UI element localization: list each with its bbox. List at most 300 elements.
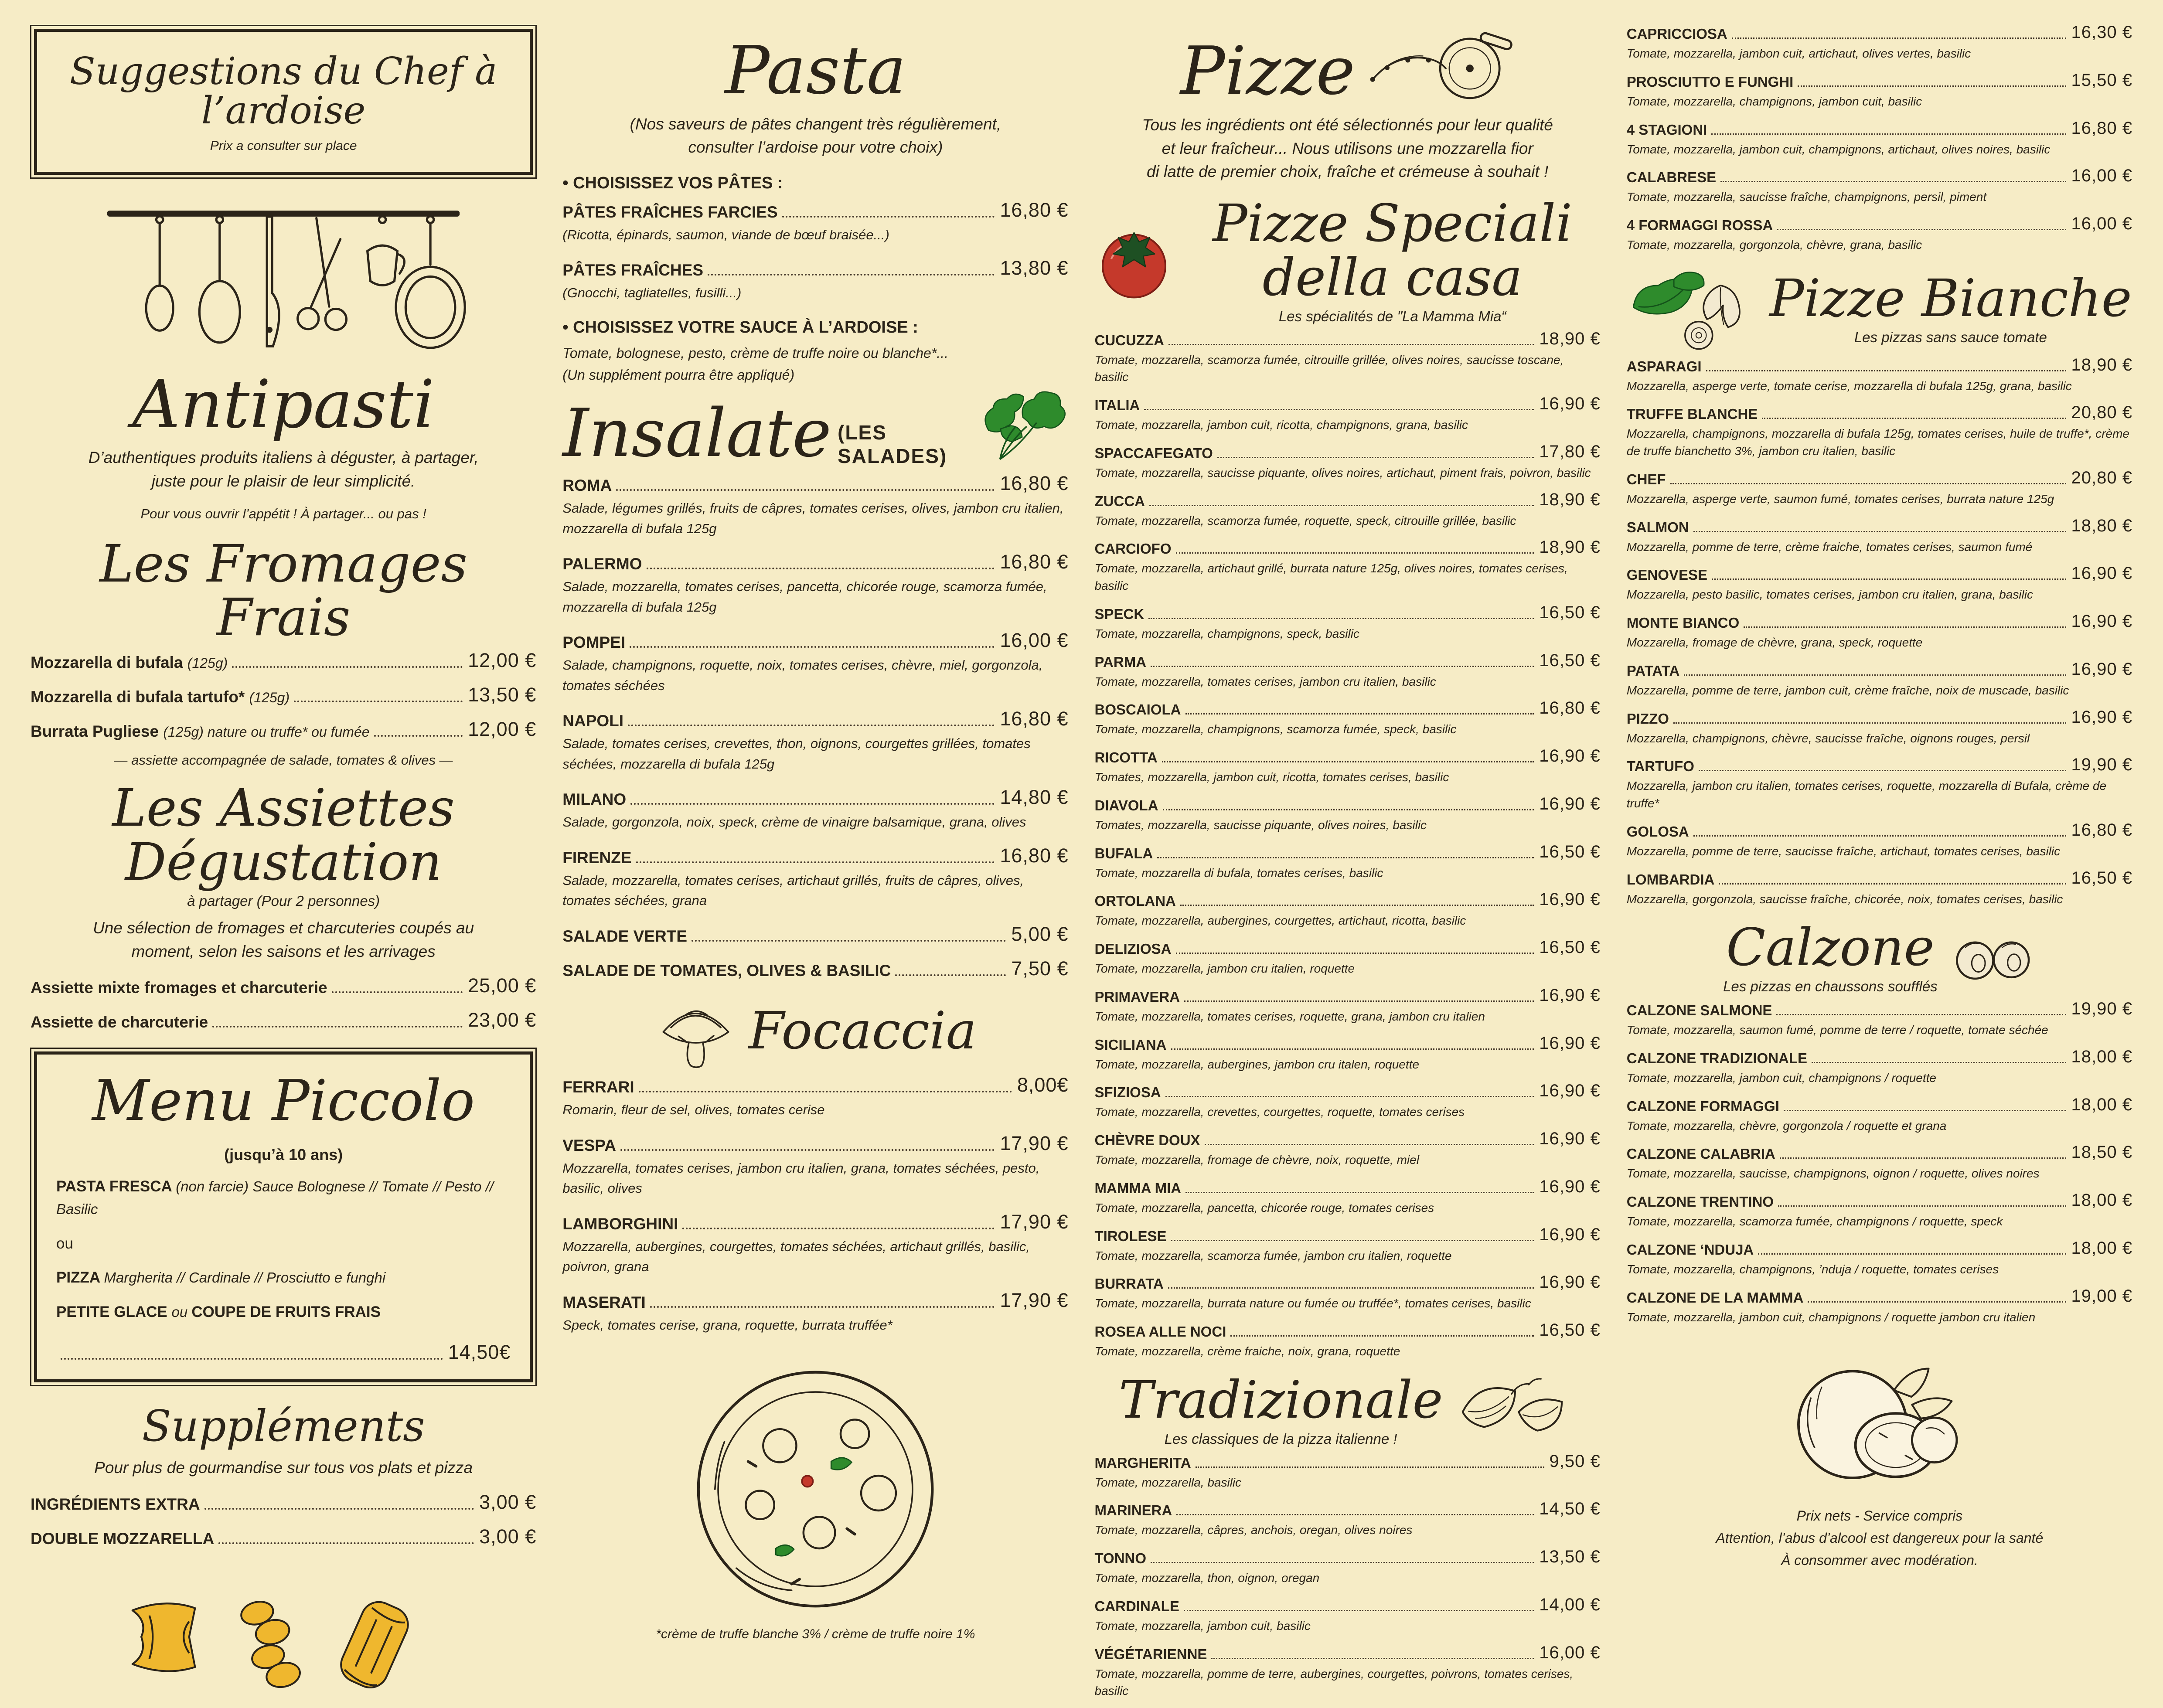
item-price: 18,90 € [1539, 490, 1601, 509]
section-title [31, 1402, 536, 1452]
piccolo-segment: PIZZA [56, 1269, 104, 1286]
menu-item-row [1627, 119, 2132, 138]
item-name: BUFALA [1094, 845, 1153, 861]
item-price: 9,50 € [1549, 1451, 1601, 1471]
piccolo-line [56, 1175, 511, 1221]
menu-item-row [1627, 214, 2132, 234]
menu-item-row [562, 923, 1068, 946]
menu-item [31, 718, 536, 741]
dotted-leader [1157, 857, 1534, 858]
dotted-leader [1180, 905, 1534, 906]
menu-item-row [562, 1289, 1068, 1312]
item-price: 18,80 € [2071, 516, 2132, 535]
item-name: CALZONE FORMAGGI [1626, 1098, 1779, 1114]
item-description: Tomate, mozzarella, scamorza fumée, champignons / roquette, speck [1626, 1215, 2003, 1228]
menu-item [1095, 490, 1601, 530]
piccolo-age-note: (jusqu’à 10 ans) [224, 1145, 343, 1164]
item-price: 16,90 € [1539, 985, 1601, 1005]
menu-item [1627, 119, 2132, 158]
item-price: 18,00 € [2071, 1238, 2132, 1258]
paragraph: D’authentiques produits italiens à déguster, à partager, juste pour le plaisir de leur simplicité. [88, 449, 479, 490]
item-price: 16,90 € [1539, 1129, 1601, 1149]
item-price: 16,80 € [2071, 118, 2132, 138]
item-name: CALZONE ‘NDUJA [1626, 1241, 1754, 1258]
item-name: SALMON [1626, 519, 1689, 535]
menu-item [1627, 71, 2132, 110]
item-name: FERRARI [562, 1078, 634, 1096]
menu-item [562, 844, 1068, 911]
item-description: Mozzarella, champignons, mozzarella di bufala 125g, tomates cerises, huile de truffe*, crème de truffe bianchetto 3%, jambon cru italien, basilic [1626, 427, 2129, 458]
item-price: 5,00 € [1011, 922, 1069, 945]
menu-item-list [1627, 355, 2132, 908]
item-name: DIAVOLA [1094, 797, 1158, 813]
menu-item-row [31, 684, 536, 706]
menu-item-row [562, 1211, 1068, 1233]
dotted-leader [1184, 1000, 1534, 1002]
menu-item-row [1627, 1191, 2132, 1210]
pizza-illustration [689, 1363, 942, 1616]
menu-item-row [1095, 1177, 1601, 1197]
menu-item-list [31, 1491, 536, 1548]
menu-item [1627, 1238, 2132, 1278]
item-price: 16,90 € [2071, 707, 2132, 727]
utensils-illustration-holder [31, 192, 536, 357]
dotted-leader [1808, 1301, 2066, 1303]
item-name: VESPA [562, 1136, 616, 1154]
menu-item-row [1627, 612, 2132, 631]
menu-column-3 [1095, 23, 1601, 1708]
item-description: (Ricotta, épinards, saumon, viande de bœuf braisée...) [562, 227, 889, 242]
dotted-leader [620, 1149, 995, 1151]
dotted-leader [1149, 505, 1534, 506]
item-name: PÂTES FRAÎCHES FARCIES [562, 203, 778, 221]
menu-item [1095, 1320, 1601, 1360]
menu-item [1095, 1272, 1601, 1312]
item-price: 19,00 € [2071, 1286, 2132, 1306]
mozzarella-illustration [1786, 1347, 1973, 1498]
piccolo-line [56, 1266, 511, 1290]
dotted-leader [294, 701, 463, 702]
dotted-leader [1719, 883, 2066, 885]
dotted-leader [1217, 457, 1534, 458]
item-description: Tomate, mozzarella, champignons, jambon cuit, basilic [1626, 94, 1922, 108]
section-title [1095, 193, 1601, 325]
menu-item-row [1095, 1499, 1601, 1519]
item-price: 16,90 € [2071, 612, 2132, 631]
item-name: MONTE BIANCO [1626, 615, 1740, 631]
item-description: Salade, mozzarella, tomates cerises, artichaut grillés, fruits de câpres, olives, tomates séchées, grana [562, 872, 1024, 908]
dotted-leader [1184, 1610, 1534, 1611]
menu-item-list [1627, 999, 2132, 1326]
menu-item [1095, 890, 1601, 929]
item-price: 23,00 € [468, 1009, 537, 1031]
menu-item-row [562, 199, 1068, 221]
menu-item [31, 974, 536, 997]
tomato-icon [1095, 220, 1173, 302]
section-title-suffix: (LES SALADES) [838, 421, 947, 468]
menu-item-row [562, 844, 1068, 867]
menu-item-row [1627, 660, 2132, 679]
menu-item [562, 708, 1068, 774]
menu-item-row [1095, 698, 1601, 718]
section-title-texts [1723, 917, 1938, 995]
menu-item [1627, 820, 2132, 860]
item-name: PIZZO [1626, 710, 1669, 727]
item-description: Tomate, mozzarella, saucisse, champignons, oignon / roquette, olives noires [1626, 1167, 2040, 1181]
dotted-leader [1777, 229, 2066, 230]
item-description: Tomate, mozzarella, jambon cuit, champignons / roquette [1626, 1071, 1936, 1085]
menu-item [562, 1074, 1068, 1120]
dotted-leader [1163, 809, 1534, 810]
menu-item-row [1627, 755, 2132, 775]
dotted-leader [1693, 531, 2066, 532]
menu-item-row [1095, 746, 1601, 766]
menu-item [1095, 794, 1601, 834]
menu-item [562, 551, 1068, 617]
piccolo-segment: Margherita // Cardinale // Prosciutto e funghi [104, 1269, 386, 1286]
dotted-leader [1706, 370, 2066, 371]
dotted-leader [1776, 1014, 2066, 1015]
item-name: TIROLESE [1094, 1228, 1167, 1244]
item-description: Mozzarella, jambon cru italien, tomates cerises, roquette, mozzarella di Bufala, crème de truffe* [1626, 779, 2107, 810]
item-description: Tomate, mozzarella, jambon cuit, champignons / roquette jambon cru italien [1626, 1310, 2036, 1324]
section-title-text: Tradizionale [1118, 1369, 1443, 1430]
olives-icon [1949, 936, 2036, 983]
item-description: Tomate, mozzarella, jambon cuit, basilic [1094, 1619, 1311, 1633]
dotted-leader [1712, 578, 2066, 580]
menu-item-row [1095, 1129, 1601, 1149]
menu-item [1627, 564, 2132, 603]
item-description: Tomate, mozzarella, thon, oignon, oregan [1094, 1571, 1320, 1585]
item-price: 16,80 € [1000, 708, 1069, 730]
menu-item [562, 923, 1068, 946]
dotted-leader [218, 1542, 474, 1544]
menu-item-row [1095, 1595, 1601, 1615]
item-name: DOUBLE MOZZARELLA [31, 1529, 215, 1548]
item-description: Tomate, mozzarella, scamorza fumée, roquette, speck, citrouille grillée, basilic [1094, 514, 1516, 527]
item-description: Tomate, mozzarella di bufala, tomates cerises, basilic [1094, 866, 1383, 880]
item-name: CHEF [1626, 471, 1666, 487]
item-price: 12,00 € [468, 718, 537, 741]
dotted-leader [1185, 713, 1534, 715]
item-price: 7,50 € [1011, 957, 1069, 980]
item-price: 16,90 € [1539, 1225, 1601, 1244]
menu-item-row [1095, 329, 1601, 349]
section-subtitle: à partager (Pour 2 personnes) [187, 893, 380, 909]
item-description: Tomates, mozzarella, saucisse piquante, olives noires, basilic [1094, 818, 1427, 832]
item-price: 13,50 € [1539, 1547, 1601, 1567]
menu-item-row [31, 1491, 536, 1514]
item-name: CALABRESE [1626, 169, 1717, 186]
item-price: 14,80 € [1000, 786, 1069, 809]
section-title [1627, 267, 2132, 351]
menu-item [1095, 1643, 1601, 1700]
menu-item-list [1627, 23, 2132, 254]
dotted-leader [647, 568, 995, 569]
menu-item-list [31, 974, 536, 1031]
item-name: CALZONE TRENTINO [1626, 1194, 1774, 1210]
item-name: TONNO [1094, 1550, 1147, 1567]
menu-item-row [562, 629, 1068, 652]
item-name: MASERATI [562, 1293, 646, 1311]
section-title-texts [1769, 268, 2132, 346]
item-description: Romarin, fleur de sel, olives, tomates cerise [562, 1102, 825, 1118]
menu-item-row [1627, 564, 2132, 583]
item-name: CUCUZZA [1094, 332, 1164, 348]
item-name: Burrata Pugliese (125g) nature ou truffe* ou fumée [31, 722, 370, 741]
item-price: 16,90 € [1539, 394, 1601, 414]
menu-item [31, 684, 536, 706]
menu-item-row [1627, 23, 2132, 42]
menu-item-row [1627, 820, 2132, 840]
item-price: 16,90 € [2071, 564, 2132, 583]
menu-item [562, 1289, 1068, 1336]
item-price: 16,50 € [2071, 868, 2132, 888]
item-name: BOSCAIOLA [1094, 701, 1181, 718]
item-name: Mozzarella di bufala tartufo* (125g) [31, 688, 290, 706]
mozzarella-illustration-holder [1627, 1334, 2132, 1498]
dotted-leader [1171, 1240, 1534, 1241]
menu-item-row [1627, 1286, 2132, 1306]
dotted-leader [1778, 1205, 2066, 1207]
item-price: 16,80 € [2071, 820, 2132, 840]
item-description: Salade, gorgonzola, noix, speck, crème de vinaigre balsamique, grana, olives [562, 814, 1026, 830]
section-title-text: Pizze Speciali della casa [1213, 193, 1572, 307]
item-description: Tomate, mozzarella, aubergines, courgettes, artichaut, ricotta, basilic [1094, 914, 1466, 928]
item-name: VÉGÉTARIENNE [1094, 1646, 1207, 1662]
note-line: (Un supplément pourra être appliqué) [562, 367, 795, 383]
menu-item-list [562, 1074, 1068, 1335]
menu-item [1627, 214, 2132, 254]
menu-item [31, 1009, 536, 1031]
item-name: CARCIOFO [1094, 541, 1172, 557]
section-title-texts [1180, 32, 1356, 110]
menu-item-row [1627, 1238, 2132, 1258]
item-description: Mozzarella, pomme de terre, crème fraiche, tomates cerises, saumon fumé [1626, 540, 2033, 554]
piccolo-title: Menu Piccolo [92, 1068, 475, 1134]
item-name: SICILIANA [1094, 1036, 1167, 1053]
dotted-leader [1148, 618, 1534, 619]
section-title-texts [725, 32, 906, 109]
item-name: LOMBARDIA [1626, 871, 1715, 888]
menu-item [562, 257, 1068, 303]
item-description: Tomate, mozzarella, aubergines, jambon cru italen, roquette [1094, 1057, 1419, 1071]
item-description: Mozzarella, tomates cerises, jambon cru italien, grana, tomates séchées, pesto, basilic, olives [562, 1160, 1040, 1196]
menu-item [562, 199, 1068, 245]
menu-item [1627, 1286, 2132, 1326]
item-name: CHÈVRE DOUX [1094, 1132, 1200, 1149]
item-name: NAPOLI [562, 712, 624, 730]
menu-item [1095, 1595, 1601, 1635]
item-price: 16,90 € [1539, 1272, 1601, 1292]
menu-item-row [1095, 1034, 1601, 1053]
menu-item-row [1095, 603, 1601, 623]
piccolo-line [56, 1232, 511, 1255]
dotted-leader [1758, 1253, 2066, 1255]
item-price: 17,90 € [1000, 1132, 1069, 1154]
list-heading: • CHOISISSEZ VOS PÂTES : [562, 174, 783, 192]
item-name: MARINERA [1094, 1502, 1172, 1519]
section-title [562, 394, 1068, 472]
menu-item [1095, 538, 1601, 595]
menu-piccolo-box [34, 1051, 533, 1382]
menu-item-row [1095, 794, 1601, 814]
item-name: LAMBORGHINI [562, 1215, 678, 1233]
item-description: Tomate, mozzarella, jambon cuit, champignons, artichaut, olives noires, basilic [1626, 142, 2051, 156]
item-price: 16,50 € [1539, 650, 1601, 670]
item-name: ROMA [562, 476, 612, 495]
item-name: Assiette mixte fromages et charcuterie [31, 979, 327, 997]
section-title-texts [1118, 1369, 1443, 1447]
dotted-leader [1711, 133, 2066, 135]
menu-item [1627, 1095, 2132, 1135]
menu-item [1627, 516, 2132, 556]
dotted-leader [1693, 835, 2066, 837]
item-price: 16,90 € [2071, 659, 2132, 679]
dotted-leader [1670, 483, 2066, 484]
utensils-rack-illustration [96, 195, 471, 352]
menu-item-row [1095, 986, 1601, 1005]
menu-item [1095, 1547, 1601, 1587]
dash-note: — assiette accompagnée de salade, tomates & olives — [114, 752, 453, 768]
dotted-leader [1744, 626, 2066, 628]
menu-item-row [1627, 516, 2132, 536]
item-description: Salade, champignons, roquette, noix, tomates cerises, chèvre, miel, gorgonzola, tomates séchées [562, 657, 1043, 693]
chef-suggestions-box [34, 29, 533, 175]
dotted-leader [1165, 1096, 1534, 1097]
item-price: 16,80 € [1000, 551, 1069, 573]
item-name: PRIMAVERA [1094, 988, 1180, 1005]
menu-item-row [1095, 1081, 1601, 1101]
item-price: 17,80 € [1539, 442, 1601, 461]
item-price: 18,90 € [1539, 329, 1601, 348]
section-title-text: Calzone [1726, 917, 1935, 978]
item-name: TARTUFO [1626, 758, 1694, 775]
item-description: Tomate, mozzarella, tomates cerises, roquette, grana, jambon cru italien [1094, 1009, 1485, 1023]
section-title [1095, 32, 1601, 110]
item-price: 18,00 € [2071, 1095, 2132, 1114]
item-price: 20,80 € [2071, 468, 2132, 487]
section-title-text: Pizze Bianche [1769, 268, 2132, 329]
dotted-leader [1812, 1062, 2066, 1063]
item-description: Mozzarella, asperge verte, saumon fumé, tomates cerises, burrata nature 125g [1626, 492, 2054, 506]
dotted-leader [1151, 666, 1534, 667]
item-description: Tomate, mozzarella, basilic [1094, 1475, 1242, 1489]
paragraph: Une sélection de fromages et charcuteries coupés au moment, selon les saisons et les arrivages [93, 919, 474, 960]
menu-item-row [1627, 355, 2132, 375]
section-subtitle: Les classiques de la pizza italienne ! [1164, 1430, 1397, 1447]
list-heading: • CHOISISSEZ VOTRE SAUCE À L’ARDOISE : [562, 318, 918, 337]
menu-item [1095, 842, 1601, 882]
section-title [31, 365, 536, 443]
menu-item-row [31, 649, 536, 672]
item-price: 16,80 € [1000, 844, 1069, 867]
item-price: 18,00 € [2071, 1191, 2132, 1210]
menu-item-row [1627, 403, 2132, 422]
menu-item [1095, 1225, 1601, 1265]
item-price: 16,90 € [1539, 1177, 1601, 1196]
dotted-leader [1720, 181, 2066, 182]
section-title-texts [748, 1000, 977, 1061]
item-price: 17,90 € [1000, 1210, 1069, 1233]
dotted-leader [204, 1508, 474, 1510]
item-name: DELIZIOSA [1094, 941, 1172, 957]
dotted-leader [374, 735, 463, 737]
section-title-texts [31, 778, 536, 909]
menu-item [562, 1132, 1068, 1199]
piccolo-price-row [56, 1341, 511, 1364]
item-price: 19,90 € [2071, 755, 2132, 775]
piccolo-segment: (non farcie) Sauce Bolognese // Tomate // Pesto // Basilic [56, 1178, 494, 1218]
item-price: 18,90 € [2071, 355, 2132, 374]
piccolo-price: 14,50€ [448, 1341, 511, 1364]
item-description: Tomate, mozzarella, saucisse fraîche, champignons, persil, piment [1626, 190, 1987, 204]
menu-item-row [1095, 938, 1601, 957]
menu-item-row [562, 472, 1068, 495]
item-price: 14,00 € [1539, 1595, 1601, 1614]
menu-item-row [1627, 1143, 2132, 1162]
dotted-leader [1168, 1287, 1534, 1289]
item-name: ROSEA ALLE NOCI [1094, 1324, 1226, 1340]
dotted-leader [650, 1306, 995, 1308]
item-price: 13,50 € [468, 684, 537, 706]
section-title-text: Suppléments [142, 1402, 425, 1452]
menu-item-row [1627, 71, 2132, 90]
dotted-leader [1196, 1466, 1544, 1468]
item-price: 16,90 € [1539, 794, 1601, 813]
item-name: SALADE DE TOMATES, OLIVES & BASILIC [562, 961, 891, 980]
section-subtitle: Les pizzas sans sauce tomate [1854, 329, 2047, 346]
item-name: PARMA [1094, 653, 1147, 670]
menu-item-row [562, 551, 1068, 573]
dotted-leader [1176, 1514, 1534, 1515]
item-note: (125g) nature ou truffe* ou fumée [163, 724, 370, 740]
dotted-leader [1780, 1157, 2066, 1159]
menu-item [562, 1211, 1068, 1277]
menu-item-list [1095, 1452, 1601, 1700]
menu-item [1627, 999, 2132, 1039]
menu-item-row [1095, 538, 1601, 557]
menu-item [1095, 746, 1601, 786]
footnote: *crème de truffe blanche 3% / crème de truffe noire 1% [656, 1627, 975, 1642]
item-price: 12,00 € [468, 649, 537, 672]
item-name: PÂTES FRAÎCHES [562, 261, 704, 279]
menu-item-row [1095, 651, 1601, 670]
note-line: Tomate, bolognese, pesto, crème de truffe noire ou blanche*... [562, 345, 948, 361]
menu-item [1095, 394, 1601, 434]
section-title-text: Insalate [562, 394, 832, 472]
item-name: BURRATA [1094, 1276, 1164, 1292]
dotted-leader [1162, 761, 1534, 762]
menu-item [1627, 23, 2132, 62]
item-price: 16,80 € [1000, 198, 1069, 221]
item-description: Tomate, mozzarella, champignons, scamorza fumée, speck, basilic [1094, 722, 1457, 736]
item-price: 16,80 € [1539, 698, 1601, 718]
menu-item-list [1095, 329, 1601, 1360]
item-description: Salade, tomates cerises, crevettes, thon, oignons, courgettes grillées, tomates séchées, mozzarella di bufala 125g [562, 736, 1031, 772]
menu-item-row [562, 786, 1068, 809]
item-description: Tomate, mozzarella, crème fraiche, noix, grana, roquette [1094, 1344, 1400, 1358]
item-description: Tomate, mozzarella, burrata nature ou fumée ou truffée*, tomates cerises, basilic [1094, 1296, 1531, 1310]
item-name: ZUCCA [1094, 493, 1145, 509]
pasta-shapes-illustration [118, 1577, 449, 1699]
item-name: SPECK [1094, 606, 1145, 622]
item-name: FIRENZE [562, 848, 632, 867]
item-description: Tomate, mozzarella, tomates cerises, jambon cru italien, basilic [1094, 674, 1436, 688]
menu-item-row [1627, 708, 2132, 727]
menu-item [1095, 1129, 1601, 1169]
item-description: Tomate, mozzarella, pomme de terre, aubergines, courgettes, poivrons, tomates cerises, basilic [1094, 1667, 1574, 1698]
